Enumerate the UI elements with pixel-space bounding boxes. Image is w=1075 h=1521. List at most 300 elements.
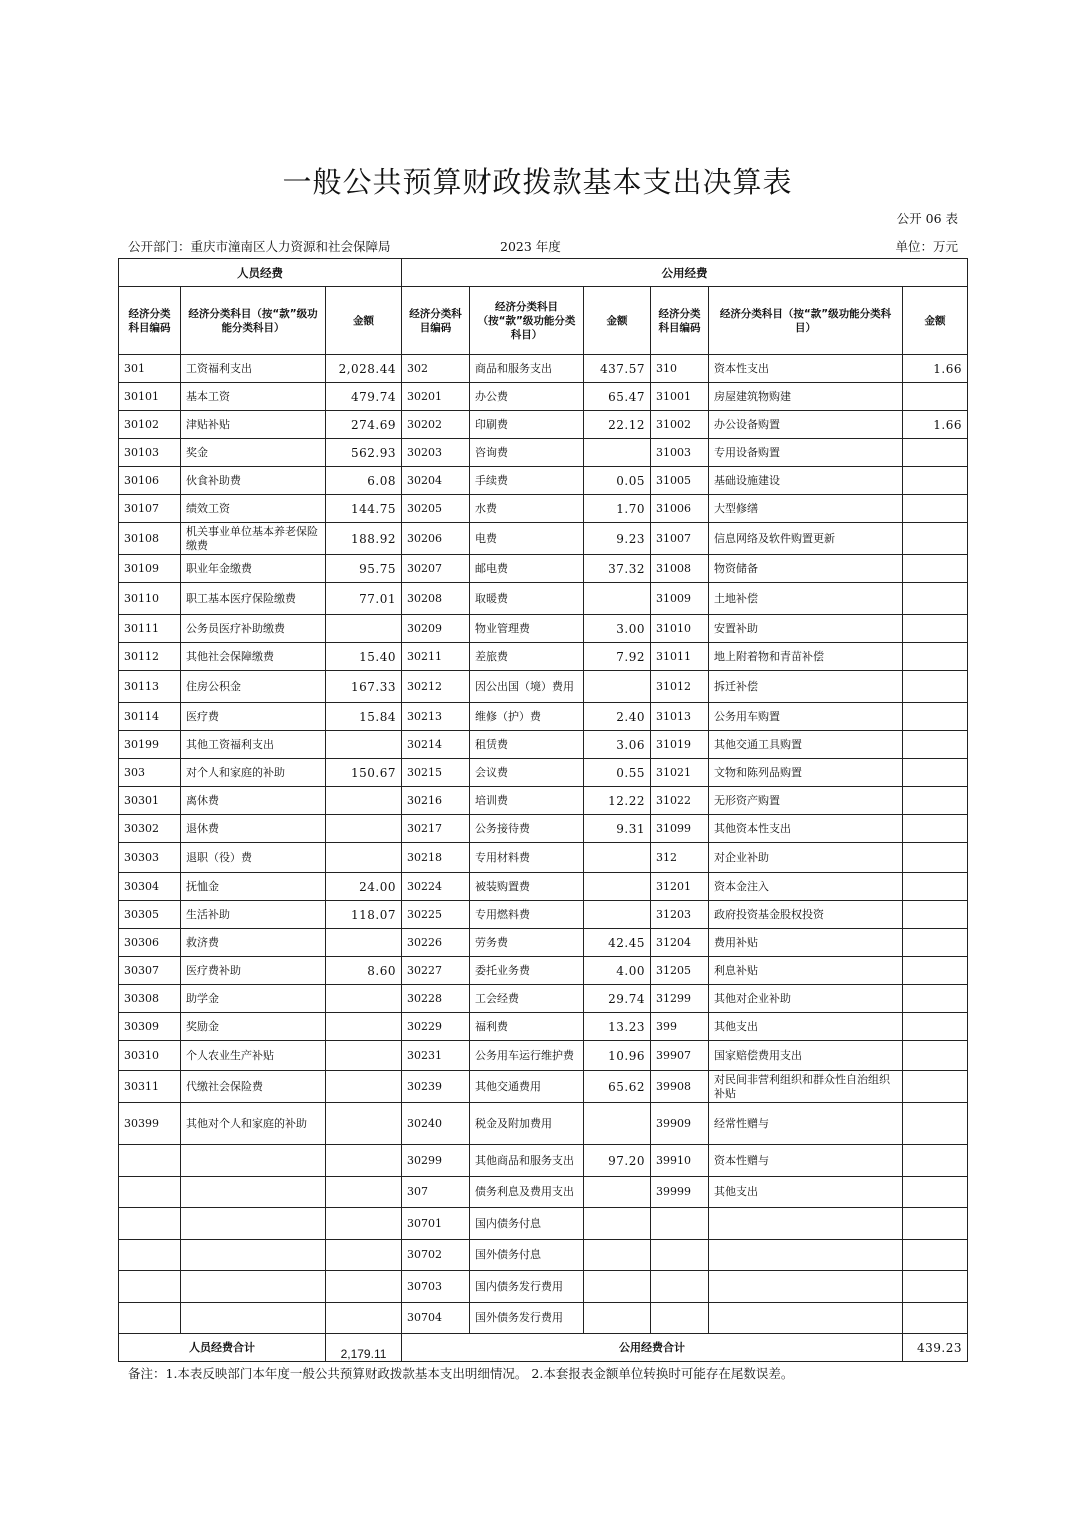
amount-cell: 42.45 bbox=[584, 929, 651, 957]
code-cell: 30308 bbox=[119, 985, 181, 1013]
table-row bbox=[119, 1303, 968, 1334]
item-cell: 公务用车运行维护费 bbox=[470, 1041, 584, 1071]
code-cell: 30307 bbox=[119, 957, 181, 985]
code-cell: 30226 bbox=[402, 929, 470, 957]
code-cell: 30202 bbox=[402, 411, 470, 439]
item-cell: 专用燃料费 bbox=[470, 901, 584, 929]
amount-cell bbox=[584, 1240, 651, 1271]
amount-cell: 3.06 bbox=[584, 731, 651, 759]
item-cell: 其他资本性支出 bbox=[709, 815, 903, 843]
amount-cell: 3.00 bbox=[584, 615, 651, 643]
amount-cell: 4.00 bbox=[584, 957, 651, 985]
code-cell: 30218 bbox=[402, 843, 470, 873]
item-cell: 债务利息及费用支出 bbox=[470, 1177, 584, 1208]
code-cell: 31021 bbox=[651, 759, 709, 787]
amount-cell bbox=[903, 615, 968, 643]
item-cell: 会议费 bbox=[470, 759, 584, 787]
item-cell: 工会经费 bbox=[470, 985, 584, 1013]
table-row bbox=[119, 383, 968, 411]
code-cell: 30311 bbox=[119, 1071, 181, 1103]
amount-cell bbox=[326, 787, 402, 815]
amount-cell bbox=[903, 901, 968, 929]
amount-cell bbox=[903, 1013, 968, 1041]
amount-cell bbox=[903, 843, 968, 873]
code-cell: 31010 bbox=[651, 615, 709, 643]
amount-cell bbox=[903, 495, 968, 523]
item-cell: 对民间非营利组织和群众性自治组织补贴 bbox=[709, 1071, 903, 1103]
table-row bbox=[119, 1177, 968, 1208]
item-cell: 生活补助 bbox=[181, 901, 326, 929]
code-cell bbox=[119, 1208, 181, 1240]
amount-cell: 12.22 bbox=[584, 787, 651, 815]
public-total-label: 公用经费合计 bbox=[402, 1334, 903, 1362]
code-cell: 31008 bbox=[651, 555, 709, 583]
table-row bbox=[119, 643, 968, 671]
item-cell: 邮电费 bbox=[470, 555, 584, 583]
table-row bbox=[119, 873, 968, 901]
totals-row bbox=[119, 1334, 968, 1362]
amount-cell: 562.93 bbox=[326, 439, 402, 467]
code-cell bbox=[119, 1145, 181, 1177]
amount-cell: 22.12 bbox=[584, 411, 651, 439]
code-cell: 30224 bbox=[402, 873, 470, 901]
amount-cell: 9.31 bbox=[584, 815, 651, 843]
amount-cell bbox=[903, 555, 968, 583]
code-cell bbox=[119, 1177, 181, 1208]
item-cell: 水费 bbox=[470, 495, 584, 523]
amount-cell bbox=[326, 1177, 402, 1208]
item-cell bbox=[709, 1240, 903, 1271]
code-cell: 31002 bbox=[651, 411, 709, 439]
item-cell: 基础设施建设 bbox=[709, 467, 903, 495]
amount-cell bbox=[903, 703, 968, 731]
amount-cell: 1.66 bbox=[903, 355, 968, 383]
item-cell bbox=[709, 1208, 903, 1240]
item-cell: 咨询费 bbox=[470, 439, 584, 467]
item-cell bbox=[181, 1177, 326, 1208]
code-cell: 30702 bbox=[402, 1240, 470, 1271]
code-cell: 30303 bbox=[119, 843, 181, 873]
item-cell: 委托业务费 bbox=[470, 957, 584, 985]
table-row bbox=[119, 787, 968, 815]
item-cell: 退职（役）费 bbox=[181, 843, 326, 873]
code-cell: 30204 bbox=[402, 467, 470, 495]
item-cell: 救济费 bbox=[181, 929, 326, 957]
amount-cell: 150.67 bbox=[326, 759, 402, 787]
item-cell: 商品和服务支出 bbox=[470, 355, 584, 383]
code-cell: 30212 bbox=[402, 671, 470, 703]
item-cell: 专用材料费 bbox=[470, 843, 584, 873]
amount-cell bbox=[326, 731, 402, 759]
col-header: 金额 bbox=[326, 287, 402, 355]
amount-cell bbox=[326, 1013, 402, 1041]
item-cell: 国外债务付息 bbox=[470, 1240, 584, 1271]
amount-cell bbox=[326, 1240, 402, 1271]
code-cell: 30701 bbox=[402, 1208, 470, 1240]
code-cell: 30301 bbox=[119, 787, 181, 815]
amount-cell: 9.23 bbox=[584, 523, 651, 555]
code-cell: 31203 bbox=[651, 901, 709, 929]
table-row bbox=[119, 1271, 968, 1303]
code-cell: 30214 bbox=[402, 731, 470, 759]
col-header: 经济分类科目（按“款”级功能分类科目） bbox=[181, 287, 326, 355]
code-cell: 30106 bbox=[119, 467, 181, 495]
amount-cell bbox=[903, 671, 968, 703]
item-cell: 其他对个人和家庭的补助 bbox=[181, 1103, 326, 1145]
amount-cell: 0.55 bbox=[584, 759, 651, 787]
code-cell: 30209 bbox=[402, 615, 470, 643]
page-title: 一般公共预算财政拨款基本支出决算表 bbox=[282, 165, 793, 199]
section-public-header: 公用经费 bbox=[402, 259, 968, 287]
amount-cell bbox=[903, 1041, 968, 1071]
item-cell: 代缴社会保险费 bbox=[181, 1071, 326, 1103]
amount-cell: 7.92 bbox=[584, 643, 651, 671]
code-cell: 312 bbox=[651, 843, 709, 873]
code-cell: 30107 bbox=[119, 495, 181, 523]
item-cell: 机关事业单位基本养老保险缴费 bbox=[181, 523, 326, 555]
item-cell bbox=[181, 1145, 326, 1177]
code-cell: 31099 bbox=[651, 815, 709, 843]
code-cell: 301 bbox=[119, 355, 181, 383]
expenditure-table bbox=[118, 258, 968, 1362]
item-cell: 抚恤金 bbox=[181, 873, 326, 901]
amount-cell bbox=[326, 929, 402, 957]
amount-cell: 15.84 bbox=[326, 703, 402, 731]
amount-cell bbox=[903, 467, 968, 495]
code-cell: 30305 bbox=[119, 901, 181, 929]
table-row bbox=[119, 555, 968, 583]
item-cell: 无形资产购置 bbox=[709, 787, 903, 815]
amount-cell bbox=[903, 439, 968, 467]
item-cell: 福利费 bbox=[470, 1013, 584, 1041]
item-cell: 办公设备购置 bbox=[709, 411, 903, 439]
table-row bbox=[119, 495, 968, 523]
code-cell: 30208 bbox=[402, 583, 470, 615]
code-cell: 30227 bbox=[402, 957, 470, 985]
amount-cell bbox=[903, 873, 968, 901]
item-cell: 印刷费 bbox=[470, 411, 584, 439]
amount-cell: 97.20 bbox=[584, 1145, 651, 1177]
amount-cell bbox=[903, 523, 968, 555]
item-cell: 租赁费 bbox=[470, 731, 584, 759]
code-cell: 31003 bbox=[651, 439, 709, 467]
code-cell: 31005 bbox=[651, 467, 709, 495]
item-cell: 手续费 bbox=[470, 467, 584, 495]
code-cell: 30207 bbox=[402, 555, 470, 583]
code-cell: 30114 bbox=[119, 703, 181, 731]
code-cell: 399 bbox=[651, 1013, 709, 1041]
item-cell: 电费 bbox=[470, 523, 584, 555]
amount-cell bbox=[903, 929, 968, 957]
item-cell: 办公费 bbox=[470, 383, 584, 411]
code-cell: 30213 bbox=[402, 703, 470, 731]
table-row bbox=[119, 1041, 968, 1071]
amount-cell bbox=[584, 1103, 651, 1145]
item-cell: 其他商品和服务支出 bbox=[470, 1145, 584, 1177]
amount-cell bbox=[903, 985, 968, 1013]
table-row bbox=[119, 1103, 968, 1145]
code-cell: 310 bbox=[651, 355, 709, 383]
table-row bbox=[119, 731, 968, 759]
item-cell: 其他工资福利支出 bbox=[181, 731, 326, 759]
item-cell: 住房公积金 bbox=[181, 671, 326, 703]
item-cell bbox=[181, 1303, 326, 1334]
table-row bbox=[119, 1013, 968, 1041]
amount-cell bbox=[903, 1271, 968, 1303]
code-cell: 30108 bbox=[119, 523, 181, 555]
item-cell: 国内债务付息 bbox=[470, 1208, 584, 1240]
code-cell: 30399 bbox=[119, 1103, 181, 1145]
code-cell: 39907 bbox=[651, 1041, 709, 1071]
code-cell: 39910 bbox=[651, 1145, 709, 1177]
item-cell: 公务员医疗补助缴费 bbox=[181, 615, 326, 643]
table-row bbox=[119, 671, 968, 703]
personnel-total-value: 2,179.11 bbox=[326, 1334, 402, 1362]
amount-cell: 2.40 bbox=[584, 703, 651, 731]
code-cell: 30309 bbox=[119, 1013, 181, 1041]
code-cell: 30225 bbox=[402, 901, 470, 929]
code-cell: 30231 bbox=[402, 1041, 470, 1071]
code-cell: 31011 bbox=[651, 643, 709, 671]
code-cell: 30703 bbox=[402, 1271, 470, 1303]
amount-cell: 37.32 bbox=[584, 555, 651, 583]
item-cell: 经常性赠与 bbox=[709, 1103, 903, 1145]
item-cell: 物业管理费 bbox=[470, 615, 584, 643]
item-cell: 培训费 bbox=[470, 787, 584, 815]
code-cell: 39908 bbox=[651, 1071, 709, 1103]
code-cell: 307 bbox=[402, 1177, 470, 1208]
amount-cell bbox=[903, 1071, 968, 1103]
amount-cell: 167.33 bbox=[326, 671, 402, 703]
code-cell: 31201 bbox=[651, 873, 709, 901]
personnel-total-label: 人员经费合计 bbox=[119, 1334, 326, 1362]
amount-cell bbox=[326, 1303, 402, 1334]
code-cell: 31001 bbox=[651, 383, 709, 411]
code-cell: 30206 bbox=[402, 523, 470, 555]
table-row bbox=[119, 523, 968, 555]
code-cell: 30216 bbox=[402, 787, 470, 815]
amount-cell: 1.70 bbox=[584, 495, 651, 523]
item-cell: 对企业补助 bbox=[709, 843, 903, 873]
item-cell: 离休费 bbox=[181, 787, 326, 815]
code-cell: 30201 bbox=[402, 383, 470, 411]
amount-cell: 6.08 bbox=[326, 467, 402, 495]
col-header: 金额 bbox=[903, 287, 968, 355]
code-cell: 31012 bbox=[651, 671, 709, 703]
table-row bbox=[119, 815, 968, 843]
code-cell: 30211 bbox=[402, 643, 470, 671]
code-cell: 31019 bbox=[651, 731, 709, 759]
amount-cell: 0.05 bbox=[584, 467, 651, 495]
amount-cell bbox=[326, 1103, 402, 1145]
code-cell: 31013 bbox=[651, 703, 709, 731]
item-cell: 房屋建筑物购建 bbox=[709, 383, 903, 411]
code-cell: 30302 bbox=[119, 815, 181, 843]
amount-cell bbox=[903, 1103, 968, 1145]
amount-cell bbox=[584, 439, 651, 467]
item-cell: 维修（护）费 bbox=[470, 703, 584, 731]
item-cell: 因公出国（境）费用 bbox=[470, 671, 584, 703]
amount-cell: 95.75 bbox=[326, 555, 402, 583]
table-row bbox=[119, 355, 968, 383]
item-cell: 物资储备 bbox=[709, 555, 903, 583]
item-cell: 拆迁补偿 bbox=[709, 671, 903, 703]
code-cell bbox=[651, 1208, 709, 1240]
col-header: 经济分类科目（按“款”级功能分类科目） bbox=[709, 287, 903, 355]
item-cell: 奖励金 bbox=[181, 1013, 326, 1041]
item-cell: 津贴补贴 bbox=[181, 411, 326, 439]
item-cell: 伙食补助费 bbox=[181, 467, 326, 495]
item-cell: 医疗费 bbox=[181, 703, 326, 731]
item-cell: 医疗费补助 bbox=[181, 957, 326, 985]
item-cell: 差旅费 bbox=[470, 643, 584, 671]
code-cell: 30229 bbox=[402, 1013, 470, 1041]
item-cell: 资本性支出 bbox=[709, 355, 903, 383]
amount-cell: 8.60 bbox=[326, 957, 402, 985]
amount-cell bbox=[584, 671, 651, 703]
code-cell: 31007 bbox=[651, 523, 709, 555]
code-cell: 31204 bbox=[651, 929, 709, 957]
item-cell: 其他支出 bbox=[709, 1013, 903, 1041]
table-row bbox=[119, 985, 968, 1013]
item-cell: 安置补助 bbox=[709, 615, 903, 643]
amount-cell: 2,028.44 bbox=[326, 355, 402, 383]
code-cell: 30101 bbox=[119, 383, 181, 411]
code-cell: 30110 bbox=[119, 583, 181, 615]
amount-cell bbox=[903, 1303, 968, 1334]
item-cell: 劳务费 bbox=[470, 929, 584, 957]
table-row bbox=[119, 929, 968, 957]
col-header: 经济分类科目编码 bbox=[651, 287, 709, 355]
code-cell: 31022 bbox=[651, 787, 709, 815]
item-cell: 国内债务发行费用 bbox=[470, 1271, 584, 1303]
table-row bbox=[119, 1145, 968, 1177]
amount-cell bbox=[903, 1208, 968, 1240]
amount-cell bbox=[584, 1303, 651, 1334]
col-header: 经济分类科目编码 bbox=[119, 287, 181, 355]
item-cell: 其他支出 bbox=[709, 1177, 903, 1208]
amount-cell: 29.74 bbox=[584, 985, 651, 1013]
code-cell: 30111 bbox=[119, 615, 181, 643]
item-cell bbox=[181, 1240, 326, 1271]
code-cell bbox=[119, 1271, 181, 1303]
amount-cell bbox=[903, 815, 968, 843]
code-cell: 30239 bbox=[402, 1071, 470, 1103]
item-cell: 资本性赠与 bbox=[709, 1145, 903, 1177]
code-cell: 31299 bbox=[651, 985, 709, 1013]
table-row bbox=[119, 439, 968, 467]
code-cell: 30215 bbox=[402, 759, 470, 787]
code-cell: 30228 bbox=[402, 985, 470, 1013]
item-cell: 职业年金缴费 bbox=[181, 555, 326, 583]
code-cell: 30203 bbox=[402, 439, 470, 467]
item-cell: 绩效工资 bbox=[181, 495, 326, 523]
table-row bbox=[119, 759, 968, 787]
table-row bbox=[119, 1071, 968, 1103]
unit-label: 单位：万元 bbox=[895, 239, 958, 254]
amount-cell bbox=[584, 1271, 651, 1303]
amount-cell bbox=[584, 583, 651, 615]
code-cell: 30102 bbox=[119, 411, 181, 439]
amount-cell bbox=[326, 1271, 402, 1303]
code-cell bbox=[651, 1240, 709, 1271]
item-cell: 国外债务发行费用 bbox=[470, 1303, 584, 1334]
amount-cell bbox=[584, 1208, 651, 1240]
item-cell: 奖金 bbox=[181, 439, 326, 467]
item-cell: 工资福利支出 bbox=[181, 355, 326, 383]
table-row bbox=[119, 467, 968, 495]
amount-cell: 274.69 bbox=[326, 411, 402, 439]
table-row bbox=[119, 411, 968, 439]
amount-cell bbox=[326, 985, 402, 1013]
code-cell: 303 bbox=[119, 759, 181, 787]
amount-cell bbox=[326, 843, 402, 873]
amount-cell bbox=[326, 815, 402, 843]
amount-cell: 10.96 bbox=[584, 1041, 651, 1071]
col-header: 金额 bbox=[584, 287, 651, 355]
item-cell: 国家赔偿费用支出 bbox=[709, 1041, 903, 1071]
amount-cell bbox=[903, 1240, 968, 1271]
item-cell: 其他交通工具购置 bbox=[709, 731, 903, 759]
code-cell: 30113 bbox=[119, 671, 181, 703]
code-cell: 30240 bbox=[402, 1103, 470, 1145]
code-cell: 30310 bbox=[119, 1041, 181, 1071]
amount-cell: 65.47 bbox=[584, 383, 651, 411]
year-label: 2023 年度 bbox=[500, 239, 561, 254]
item-cell: 被装购置费 bbox=[470, 873, 584, 901]
amount-cell bbox=[584, 873, 651, 901]
amount-cell: 188.92 bbox=[326, 523, 402, 555]
code-cell: 39999 bbox=[651, 1177, 709, 1208]
item-cell: 对个人和家庭的补助 bbox=[181, 759, 326, 787]
code-cell bbox=[119, 1303, 181, 1334]
code-cell bbox=[119, 1240, 181, 1271]
amount-cell bbox=[903, 1145, 968, 1177]
code-cell: 30112 bbox=[119, 643, 181, 671]
section-personnel-header: 人员经费 bbox=[119, 259, 402, 287]
code-cell: 31006 bbox=[651, 495, 709, 523]
amount-cell: 13.23 bbox=[584, 1013, 651, 1041]
item-cell: 基本工资 bbox=[181, 383, 326, 411]
code-cell: 30103 bbox=[119, 439, 181, 467]
code-cell bbox=[651, 1271, 709, 1303]
public-total-value: 439.23 bbox=[903, 1334, 968, 1362]
amount-cell bbox=[326, 1145, 402, 1177]
amount-cell: 15.40 bbox=[326, 643, 402, 671]
item-cell: 专用设备购置 bbox=[709, 439, 903, 467]
item-cell: 信息网络及软件购置更新 bbox=[709, 523, 903, 555]
amount-cell: 118.07 bbox=[326, 901, 402, 929]
table-row bbox=[119, 583, 968, 615]
item-cell: 文物和陈列品购置 bbox=[709, 759, 903, 787]
col-header: 经济分类科目编码 bbox=[402, 287, 470, 355]
item-cell: 利息补贴 bbox=[709, 957, 903, 985]
code-cell: 30306 bbox=[119, 929, 181, 957]
amount-cell: 1.66 bbox=[903, 411, 968, 439]
amount-cell bbox=[584, 1177, 651, 1208]
amount-cell: 144.75 bbox=[326, 495, 402, 523]
amount-cell bbox=[903, 643, 968, 671]
code-cell: 30304 bbox=[119, 873, 181, 901]
item-cell: 其他对企业补助 bbox=[709, 985, 903, 1013]
amount-cell bbox=[903, 383, 968, 411]
item-cell: 取暖费 bbox=[470, 583, 584, 615]
item-cell bbox=[181, 1271, 326, 1303]
item-cell: 其他社会保障缴费 bbox=[181, 643, 326, 671]
amount-cell bbox=[326, 1208, 402, 1240]
code-cell: 31009 bbox=[651, 583, 709, 615]
item-cell: 政府投资基金股权投资 bbox=[709, 901, 903, 929]
